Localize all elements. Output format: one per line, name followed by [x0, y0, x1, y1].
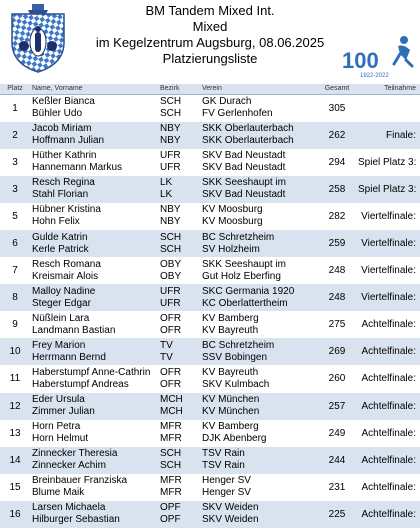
table-row [0, 203, 420, 230]
player-name-1: Keßler Bianca [32, 96, 95, 108]
district-2: OPF [160, 514, 181, 526]
club-cell [200, 203, 318, 230]
player-name-1: Eder Ursula [32, 394, 85, 406]
district-cell [158, 338, 200, 365]
player-names-cell [30, 338, 158, 365]
player-name-1: Larsen Michaela [32, 502, 106, 514]
player-name-2: Bühler Udo [32, 108, 83, 120]
total-score-cell: 258 [328, 183, 346, 195]
district-2: MCH [160, 406, 183, 418]
district-1: MFR [160, 475, 182, 487]
rank-cell: 10 [9, 346, 21, 358]
total-score-cell: 244 [328, 454, 346, 466]
club-1: KV München [202, 394, 260, 406]
event-category: Mixed [192, 19, 228, 34]
total-score-cell: 269 [328, 346, 346, 358]
bowler-figure-icon [400, 36, 408, 44]
club-1: BC Schretzheim [202, 339, 275, 351]
round-cell: Achtelfinale: [361, 373, 416, 385]
table-row [0, 95, 420, 122]
district-cell [158, 447, 200, 474]
club-1: GK Durach [202, 96, 252, 108]
district-cell [158, 474, 200, 501]
player-name-1: Zinnecker Theresia [32, 448, 118, 460]
player-names-cell [30, 203, 158, 230]
player-names-cell [30, 447, 158, 474]
player-name-2: Hannemann Markus [32, 162, 123, 174]
table-row [0, 420, 420, 447]
club-cell [200, 311, 318, 338]
table-row [0, 311, 420, 338]
ranking-table [0, 84, 420, 528]
club-2: SV Holzheim [202, 243, 260, 255]
table-row [0, 338, 420, 365]
table-row [0, 365, 420, 392]
page-header [0, 0, 420, 84]
club-cell [200, 95, 318, 122]
district-2: NBY [160, 135, 181, 147]
player-names-cell [30, 149, 158, 176]
total-score-cell: 305 [328, 102, 346, 114]
district-1: UFR [160, 285, 181, 297]
player-name-2: Haberstumpf Andreas [32, 378, 129, 390]
district-2: NBY [160, 216, 181, 228]
table-row [0, 474, 420, 501]
table-row [0, 284, 420, 311]
player-name-1: Haberstumpf Anne-Cathrin [32, 366, 151, 378]
player-name-1: Hübner Kristina [32, 204, 101, 216]
round-cell [356, 95, 420, 122]
player-names-cell [30, 474, 158, 501]
col-bezirk-header: Bezirk [158, 84, 200, 95]
round-cell: Achtelfinale: [361, 319, 416, 331]
player-name-2: Blume Maik [32, 487, 85, 499]
rank-cell: 15 [9, 481, 21, 493]
district-1: OFR [160, 312, 182, 324]
district-1: NBY [160, 123, 181, 135]
club-cell [200, 122, 318, 149]
rank-cell: 2 [12, 129, 18, 141]
club-cell [200, 365, 318, 392]
player-names-cell [30, 257, 158, 284]
district-1: OFR [160, 366, 182, 378]
district-2: OFR [160, 324, 182, 336]
club-2: SKK Oberlauterbach [202, 135, 294, 147]
club-1: KV Bamberg [202, 312, 259, 324]
club-1: Henger SV [202, 475, 251, 487]
total-score-cell: 294 [328, 156, 346, 168]
player-names-cell [30, 122, 158, 149]
district-cell [158, 257, 200, 284]
player-name-2: Zimmer Julian [32, 406, 95, 418]
club-cell [200, 501, 318, 528]
table-row [0, 230, 420, 257]
district-2: MFR [160, 433, 182, 445]
player-name-1: Frey Marion [32, 339, 86, 351]
club-1: KV Bayreuth [202, 366, 259, 378]
player-name-1: Jacob Miriam [32, 123, 92, 135]
district-2: SCH [160, 460, 182, 472]
club-2: KV Bayreuth [202, 324, 259, 336]
district-1: OPF [160, 502, 181, 514]
round-cell: Viertelfinale: [361, 238, 416, 250]
district-2: OFR [160, 378, 182, 390]
club-cell [200, 257, 318, 284]
district-1: NBY [160, 204, 181, 216]
player-names-cell [30, 393, 158, 420]
district-2: UFR [160, 297, 181, 309]
round-cell: Viertelfinale: [361, 292, 416, 304]
round-cell: Finale: [385, 129, 416, 141]
club-2: KV München [202, 406, 260, 418]
total-score-cell: 225 [328, 508, 346, 520]
club-2: Henger SV [202, 487, 251, 499]
club-2: SKV Bad Neustadt [202, 189, 286, 201]
table-header-row [0, 84, 420, 95]
rank-cell: 12 [9, 400, 21, 412]
anniversary-logo [340, 30, 418, 78]
player-name-2: Landmann Bastian [32, 324, 116, 336]
rank-cell: 13 [9, 427, 21, 439]
table-row [0, 447, 420, 474]
player-name-2: Kreismair Alois [32, 270, 99, 282]
total-score-cell: 262 [328, 129, 346, 141]
player-names-cell [30, 176, 158, 203]
table-row [0, 149, 420, 176]
district-2: OBY [160, 270, 182, 282]
club-1: SKK Oberlauterbach [202, 123, 294, 135]
player-names-cell [30, 501, 158, 528]
player-name-1: Nüßlein Lara [32, 312, 90, 324]
district-cell [158, 176, 200, 203]
district-1: MCH [160, 394, 183, 406]
player-name-2: Hoffmann Julian [32, 135, 105, 147]
player-name-2: Kerle Patrick [32, 243, 89, 255]
total-score-cell: 249 [328, 427, 346, 439]
club-2: SKV Weiden [202, 514, 259, 526]
player-name-1: Hüther Kathrin [32, 150, 97, 162]
rank-cell: 3 [12, 156, 18, 168]
club-cell [200, 176, 318, 203]
club-cell [200, 474, 318, 501]
club-cell [200, 338, 318, 365]
district-cell [158, 393, 200, 420]
club-cell [200, 420, 318, 447]
total-score-cell: 275 [328, 319, 346, 331]
district-cell [158, 284, 200, 311]
district-2: UFR [160, 162, 181, 174]
club-2: KV Moosburg [202, 216, 263, 228]
player-name-1: Horn Petra [32, 421, 81, 433]
rank-cell: 1 [12, 102, 18, 114]
district-2: SCH [160, 108, 182, 120]
player-names-cell [30, 230, 158, 257]
total-score-cell: 260 [328, 373, 346, 385]
club-2: FV Gerlenhofen [202, 108, 273, 120]
col-verein-header: Verein [200, 84, 318, 95]
player-name-2: Zinnecker Achim [32, 460, 106, 472]
district-cell [158, 149, 200, 176]
club-2: KC Oberlattertheim [202, 297, 288, 309]
rank-cell: 9 [12, 319, 18, 331]
table-row [0, 176, 420, 203]
round-cell: Achtelfinale: [361, 454, 416, 466]
round-cell: Spiel Platz 3: [358, 183, 417, 195]
rank-cell: 14 [9, 454, 21, 466]
player-name-1: Malloy Nadine [32, 285, 96, 297]
col-gesamt-header: Gesamt [318, 84, 356, 95]
player-names-cell [30, 284, 158, 311]
club-cell [200, 230, 318, 257]
club-cell [200, 149, 318, 176]
club-2: TSV Rain [202, 460, 245, 472]
rank-cell: 3 [12, 183, 18, 195]
district-1: SCH [160, 96, 182, 108]
table-row [0, 501, 420, 528]
district-1: LK [160, 177, 173, 189]
round-cell: Spiel Platz 3: [358, 156, 417, 168]
anniversary-years: 1922-2022 [360, 73, 389, 78]
district-cell [158, 230, 200, 257]
table-row [0, 122, 420, 149]
club-1: KV Bamberg [202, 421, 259, 433]
district-1: MFR [160, 421, 182, 433]
table-row [0, 257, 420, 284]
club-1: SKV Bad Neustadt [202, 150, 286, 162]
district-2: SCH [160, 243, 182, 255]
club-2: Gut Holz Eberfing [202, 270, 281, 282]
district-2: MFR [160, 487, 182, 499]
club-2: DJK Abenberg [202, 433, 267, 445]
event-title: BM Tandem Mixed Int. [145, 3, 275, 18]
round-cell: Achtelfinale: [361, 481, 416, 493]
col-platz-header: Platz [0, 84, 30, 95]
player-names-cell [30, 95, 158, 122]
player-name-2: Steger Edgar [32, 297, 91, 309]
anniversary-number: 100 [342, 48, 379, 73]
player-name-1: Gulde Katrin [32, 231, 88, 243]
club-1: SKC Germania 1920 [202, 285, 295, 297]
club-2: SKV Kulmbach [202, 378, 270, 390]
table-row [0, 393, 420, 420]
player-name-2: Hohn Felix [32, 216, 80, 228]
total-score-cell: 248 [328, 292, 346, 304]
player-name-2: Stahl Florian [32, 189, 89, 201]
club-cell [200, 447, 318, 474]
player-name-1: Resch Regina [32, 177, 95, 189]
club-1: SKK Seeshaupt im [202, 177, 286, 189]
player-name-2: Hilburger Sebastian [32, 514, 120, 526]
district-cell [158, 501, 200, 528]
total-score-cell: 259 [328, 238, 346, 250]
round-cell: Viertelfinale: [361, 210, 416, 222]
player-name-2: Horn Helmut [32, 433, 89, 445]
district-cell [158, 122, 200, 149]
rank-cell: 16 [9, 508, 21, 520]
rank-cell: 6 [12, 238, 18, 250]
club-cell [200, 284, 318, 311]
round-cell: Achtelfinale: [361, 427, 416, 439]
district-cell [158, 203, 200, 230]
club-1: SKV Weiden [202, 502, 259, 514]
club-1: KV Moosburg [202, 204, 263, 216]
club-1: TSV Rain [202, 448, 245, 460]
col-name-header: Name, Vorname [30, 84, 158, 95]
total-score-cell: 257 [328, 400, 346, 412]
district-1: SCH [160, 231, 182, 243]
district-1: UFR [160, 150, 181, 162]
player-name-2: Herrmann Bernd [32, 351, 106, 363]
player-names-cell [30, 311, 158, 338]
round-cell: Achtelfinale: [361, 346, 416, 358]
district-1: TV [160, 339, 173, 351]
col-teilnahme-header: Teilnahme [356, 84, 420, 95]
player-name-1: Breinbauer Franziska [32, 475, 128, 487]
district-1: OBY [160, 258, 182, 270]
club-2: SSV Bobingen [202, 351, 268, 363]
total-score-cell: 248 [328, 265, 346, 277]
district-cell [158, 95, 200, 122]
district-2: LK [160, 189, 173, 201]
round-cell: Achtelfinale: [361, 400, 416, 412]
club-cell [200, 393, 318, 420]
club-2: SKV Bad Neustadt [202, 162, 286, 174]
rank-cell: 5 [12, 210, 18, 222]
total-score-cell: 231 [328, 481, 346, 493]
rank-cell: 8 [12, 292, 18, 304]
district-cell [158, 365, 200, 392]
player-names-cell [30, 365, 158, 392]
district-cell [158, 311, 200, 338]
district-2: TV [160, 351, 173, 363]
round-cell: Viertelfinale: [361, 265, 416, 277]
event-venue-date: im Kegelzentrum Augsburg, 08.06.2025 [95, 35, 325, 50]
total-score-cell: 282 [328, 210, 346, 222]
club-1: SKK Seeshaupt im [202, 258, 286, 270]
player-names-cell [30, 420, 158, 447]
rank-cell: 11 [9, 373, 21, 385]
round-cell: Achtelfinale: [361, 508, 416, 520]
player-name-1: Resch Romana [32, 258, 101, 270]
club-1: BC Schretzheim [202, 231, 275, 243]
list-title: Platzierungsliste [162, 51, 258, 66]
district-cell [158, 420, 200, 447]
district-1: SCH [160, 448, 182, 460]
rank-cell: 7 [12, 265, 18, 277]
